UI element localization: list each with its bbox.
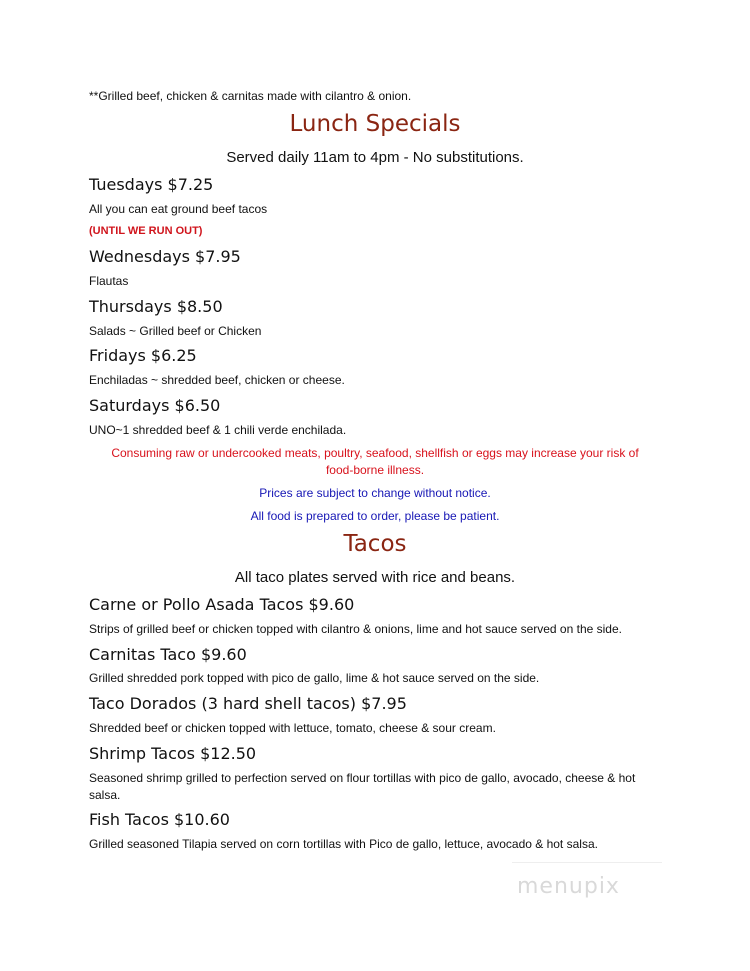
menupix-watermark: menupix	[517, 874, 620, 899]
taco-item-heading: Carne or Pollo Asada Tacos $9.60	[89, 595, 355, 614]
lunch-item-desc: Enchiladas ~ shredded beef, chicken or cheese.	[89, 373, 345, 387]
taco-item-desc: Grilled seasoned Tilapia served on corn tortillas with Pico de gallo, lettuce, avocado & hot salsa.	[89, 837, 598, 851]
lunch-item-desc: UNO~1 shredded beef & 1 chili verde enchilada.	[89, 423, 347, 437]
taco-item-desc: Grilled shredded pork topped with pico de gallo, lime & hot sauce served on the side.	[89, 671, 540, 685]
lunch-item-note: (UNTIL WE RUN OUT)	[89, 225, 203, 237]
taco-item-desc: Strips of grilled beef or chicken topped with cilantro & onions, lime and hot sauce served on the side.	[89, 622, 622, 636]
lunch-item-desc: Salads ~ Grilled beef or Chicken	[89, 324, 262, 338]
food-safety-warning: Consuming raw or undercooked meats, poultry, seafood, shellfish or eggs may increase your risk of food-borne illness.	[111, 446, 639, 477]
tacos-title: Tacos	[343, 531, 407, 557]
watermark-rule	[512, 862, 662, 863]
lunch-item-heading: Saturdays $6.50	[89, 396, 221, 415]
lunch-item-heading: Tuesdays $7.25	[89, 175, 214, 194]
prices-notice: Prices are subject to change without notice.	[259, 486, 491, 500]
lunch-item-heading: Wednesdays $7.95	[89, 247, 241, 266]
lunch-item-heading: Thursdays $8.50	[89, 297, 223, 316]
prepared-notice: All food is prepared to order, please be patient.	[250, 509, 500, 523]
intro-note: **Grilled beef, chicken & carnitas made with cilantro & onion.	[89, 89, 412, 103]
taco-item-heading: Shrimp Tacos $12.50	[89, 744, 257, 763]
lunch-item-desc: All you can eat ground beef tacos	[89, 202, 268, 216]
taco-item-heading: Taco Dorados (3 hard shell tacos) $7.95	[89, 694, 407, 713]
tacos-subtitle: All taco plates served with rice and beans.	[234, 569, 516, 586]
taco-item-heading: Fish Tacos $10.60	[89, 810, 230, 829]
taco-item-heading: Carnitas Taco $9.60	[89, 645, 247, 664]
lunch-item-desc: Flautas	[89, 274, 129, 288]
lunch-specials-subtitle: Served daily 11am to 4pm - No substitutions.	[226, 149, 524, 166]
taco-item-desc: Shredded beef or chicken topped with lettuce, tomato, cheese & sour cream.	[89, 721, 496, 735]
taco-item-desc: Seasoned shrimp grilled to perfection served on flour tortillas with pico de gallo, avocado, cheese & hot salsa.	[89, 771, 636, 802]
lunch-item-heading: Fridays $6.25	[89, 346, 197, 365]
lunch-specials-title: Lunch Specials	[289, 111, 461, 137]
